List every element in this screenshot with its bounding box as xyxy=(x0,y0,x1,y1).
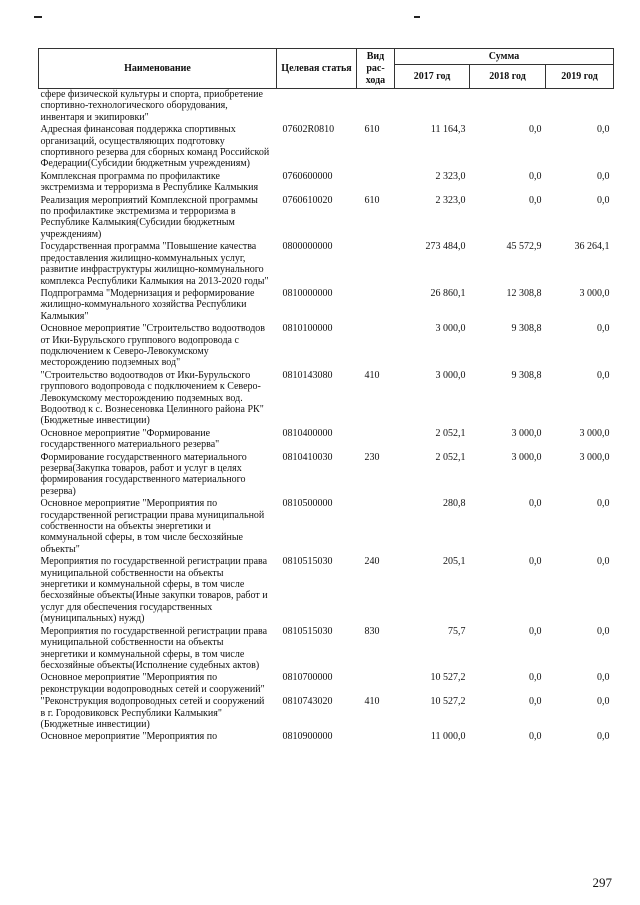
row-amount-2018: 3 000,0 xyxy=(511,451,542,463)
row-target-article: 0810515030 xyxy=(282,625,333,637)
header-expense-type: Вид рас-хода xyxy=(357,49,395,89)
row-amount-2018: 0,0 xyxy=(529,556,542,568)
header-year-2019: 2019 год xyxy=(546,65,614,89)
table-row xyxy=(39,731,614,743)
row-expense-type xyxy=(357,89,395,125)
table-row xyxy=(39,498,614,556)
table-row xyxy=(39,323,614,370)
row-amount-2019: 3 000,0 xyxy=(579,451,610,463)
row-expense-type: 830 xyxy=(364,625,380,637)
table-row xyxy=(39,89,614,125)
row-amount-2017: 11 000,0 xyxy=(430,731,466,743)
row-amount-2017: 3 000,0 xyxy=(435,323,466,335)
row-target-article: 0810143080 xyxy=(282,369,333,381)
row-expense-type xyxy=(357,171,395,195)
table-row xyxy=(39,452,614,499)
row-target-article: 0810700000 xyxy=(282,672,333,684)
row-target-article: 0760600000 xyxy=(282,170,333,182)
row-amount-2019: 3 000,0 xyxy=(579,427,610,439)
row-amount-2018: 9 308,8 xyxy=(511,323,542,335)
row-name: Подпрограмма "Модернизация и реформирование жилищно-коммунального хозяйства Республики Калмыкия" xyxy=(40,287,255,322)
row-amount-2019: 0,0 xyxy=(597,323,610,335)
row-expense-type xyxy=(357,323,395,370)
row-expense-type: 240 xyxy=(364,556,380,568)
row-amount-2017 xyxy=(395,89,470,125)
row-name: Государственная программа "Повышение качества предоставления жилищно-коммунальных услуг, развитие инфраструктуры жилищно-коммунального комплекса Республики Калмыкия на 2013-2020 годы" xyxy=(40,241,269,287)
row-amount-2018: 0,0 xyxy=(529,170,542,182)
row-amount-2019: 0,0 xyxy=(597,731,610,743)
row-amount-2018: 12 308,8 xyxy=(506,287,542,299)
row-expense-type: 410 xyxy=(364,696,380,708)
row-expense-type xyxy=(357,428,395,452)
table-row xyxy=(39,672,614,696)
row-expense-type: 610 xyxy=(364,124,380,136)
header-year-2017: 2017 год xyxy=(395,65,470,89)
row-expense-type: 230 xyxy=(364,451,380,463)
table-row xyxy=(39,241,614,288)
header-name: Наименование xyxy=(39,49,277,89)
row-name: Формирование государственного материального резерва(Закупка товаров, работ и услуг в целях формирования государственного материального резерва) xyxy=(40,451,247,497)
row-amount-2018: 0,0 xyxy=(529,194,542,206)
row-target-article: 0810100000 xyxy=(282,323,333,335)
row-name: Комплексная программа по профилактике экстремизма и терроризма в Республике Калмыкия xyxy=(40,170,259,194)
row-amount-2018: 45 572,9 xyxy=(506,241,542,253)
row-amount-2018: 0,0 xyxy=(529,498,542,510)
row-amount-2017: 205,1 xyxy=(443,556,466,568)
row-amount-2019: 0,0 xyxy=(597,369,610,381)
table-row xyxy=(39,124,614,171)
table-row xyxy=(39,288,614,323)
row-target-article: 0800000000 xyxy=(282,241,333,253)
row-expense-type xyxy=(357,672,395,696)
row-name: Мероприятия по государственной регистрации права муниципальной собственности на объекты энергетики и коммунальной сферы, в том числе бесхозяйные объекты(Иные закупки товаров, работ и услуг для обеспечения государственных (муниципальных) нужд) xyxy=(40,556,268,625)
table-header xyxy=(39,49,614,89)
row-target-article: 07602R0810 xyxy=(282,124,335,136)
row-target-article: 0810900000 xyxy=(282,731,333,743)
row-amount-2019: 0,0 xyxy=(597,625,610,637)
row-expense-type xyxy=(357,241,395,288)
row-target-article: 0760610020 xyxy=(282,194,333,206)
row-amount-2017: 75,7 xyxy=(448,625,466,637)
row-amount-2019: 0,0 xyxy=(597,696,610,708)
row-name: Основное мероприятие "Мероприятия по реконструкции водопроводных сетей и сооружений" xyxy=(40,672,265,695)
table-row xyxy=(39,195,614,242)
row-expense-type xyxy=(357,288,395,323)
row-name: "Строительство водоотводов от Ики-Бурульского группового водопровода с подключением к Северо-Левокумскому месторождению подземных вод. Водоотвод к с. Вознесеновка Целинного района РК"(Бюджетные инвестиции) xyxy=(40,369,264,427)
row-target-article: 0810400000 xyxy=(282,427,333,439)
table-row xyxy=(39,370,614,428)
row-name: Основное мероприятие "Мероприятия по xyxy=(40,731,218,743)
row-amount-2017: 2 052,1 xyxy=(435,451,466,463)
row-amount-2019: 3 000,0 xyxy=(579,287,610,299)
row-amount-2017: 10 527,2 xyxy=(430,696,466,708)
scan-mark-left xyxy=(34,16,42,18)
row-amount-2017: 280,8 xyxy=(443,498,466,510)
row-amount-2017: 273 484,0 xyxy=(425,241,466,253)
table-row xyxy=(39,696,614,731)
row-amount-2019: 0,0 xyxy=(597,672,610,684)
row-amount-2018: 0,0 xyxy=(529,696,542,708)
row-name: Основное мероприятие "Строительство водоотводов от Ики-Бурульского группового водопровода с подключением к Северо-Левокумскому месторождению подземных вод" xyxy=(40,323,266,369)
row-amount-2019: 36 264,1 xyxy=(574,241,610,253)
row-amount-2019: 0,0 xyxy=(597,170,610,182)
row-target-article: 0810410030 xyxy=(282,451,333,463)
row-amount-2018 xyxy=(470,89,546,125)
row-amount-2017: 2 323,0 xyxy=(435,170,466,182)
row-name: "Реконструкция водопроводных сетей и сооружений в г. Городовиковск Республики Калмыкия"(Бюджетные инвестиции) xyxy=(40,696,265,730)
row-name: Основное мероприятие "Мероприятия по государственной регистрации права муниципальной собственности на объекты энергетики и коммунальной сферы, в том числе бесхозяйные объекты" xyxy=(40,498,265,555)
row-target-article: 0810515030 xyxy=(282,556,333,568)
row-amount-2019 xyxy=(546,89,614,125)
row-expense-type: 610 xyxy=(364,194,380,206)
header-year-2018: 2018 год xyxy=(470,65,546,89)
row-amount-2017: 26 860,1 xyxy=(430,287,466,299)
row-name: Адресная финансовая поддержка спортивных организаций, осуществляющих подготовку спортивного резерва для сборных команд Российской Федерации(Субсидии бюджетным учреждениям) xyxy=(40,124,270,170)
row-amount-2019: 0,0 xyxy=(597,194,610,206)
row-name: сфере физической культуры и спорта, приобретение спортивно-технологического оборудования, инвентаря и экипировки" xyxy=(40,89,263,123)
row-target-article: 0810500000 xyxy=(282,498,333,510)
row-name: Реализация мероприятий Комплексной программы по профилактике экстремизма и терроризма в Республике Калмыкия(Субсидии бюджетным учреждениям) xyxy=(40,194,258,240)
row-target-article: 0810743020 xyxy=(282,696,333,708)
table-row xyxy=(39,171,614,195)
row-amount-2017: 10 527,2 xyxy=(430,672,466,684)
row-expense-type: 410 xyxy=(364,369,380,381)
row-amount-2018: 3 000,0 xyxy=(511,427,542,439)
row-name: Основное мероприятие "Формирование государственного материального резерва" xyxy=(40,427,220,451)
row-amount-2019: 0,0 xyxy=(597,498,610,510)
row-amount-2018: 9 308,8 xyxy=(511,369,542,381)
row-expense-type xyxy=(357,731,395,743)
page-number: 297 xyxy=(592,875,612,890)
header-target-article: Целевая статья xyxy=(277,49,357,89)
row-amount-2017: 2 323,0 xyxy=(435,194,466,206)
row-expense-type xyxy=(357,498,395,556)
row-amount-2019: 0,0 xyxy=(597,124,610,136)
table-row xyxy=(39,556,614,625)
header-sum: Сумма xyxy=(395,49,614,65)
table-row xyxy=(39,428,614,452)
row-amount-2018: 0,0 xyxy=(529,124,542,136)
row-amount-2018: 0,0 xyxy=(529,625,542,637)
row-amount-2017: 11 164,3 xyxy=(430,124,466,136)
row-amount-2018: 0,0 xyxy=(529,731,542,743)
row-amount-2017: 2 052,1 xyxy=(435,427,466,439)
table-body xyxy=(39,89,614,744)
budget-table xyxy=(38,48,614,744)
row-target-article xyxy=(277,89,357,125)
row-name: Мероприятия по государственной регистрации права муниципальной собственности на объекты энергетики и коммунальной сферы, в том числе бесхозяйные объекты(Исполнение судебных актов) xyxy=(40,625,268,671)
table-row xyxy=(39,626,614,673)
row-amount-2018: 0,0 xyxy=(529,672,542,684)
row-amount-2019: 0,0 xyxy=(597,556,610,568)
scan-mark-right xyxy=(414,16,420,18)
row-amount-2017: 3 000,0 xyxy=(435,369,466,381)
row-target-article: 0810000000 xyxy=(282,287,333,299)
